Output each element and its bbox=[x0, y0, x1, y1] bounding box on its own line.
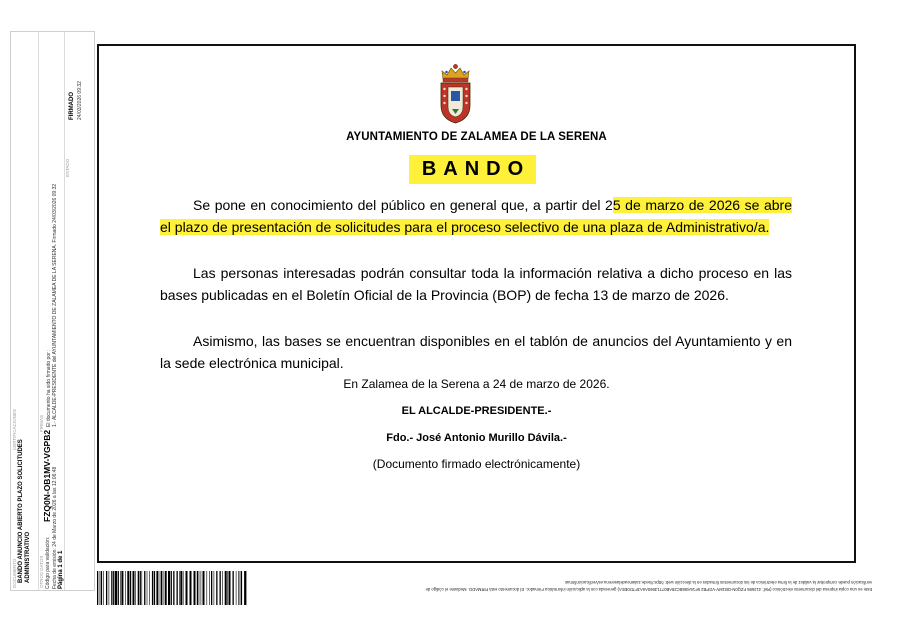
barcode-bar bbox=[209, 571, 210, 605]
barcode-bar bbox=[168, 571, 170, 605]
barcode-bar bbox=[118, 571, 119, 605]
document-title-line1: BANDO ANUNCIO ABIERTO PLAZO SOLICITUDES bbox=[18, 439, 24, 583]
metadata-strip bbox=[10, 31, 95, 591]
barcode-bar bbox=[97, 571, 98, 605]
barcode-bar bbox=[211, 571, 212, 605]
barcode-bar bbox=[142, 571, 143, 605]
barcode-bar bbox=[241, 571, 242, 605]
barcode-bar bbox=[152, 571, 153, 605]
metadata-column-document bbox=[11, 32, 39, 590]
barcode-bar bbox=[201, 571, 202, 605]
barcode-bar bbox=[207, 571, 208, 605]
label-estado: ESTADO bbox=[65, 158, 70, 177]
barcode-bar bbox=[113, 571, 114, 605]
label-firmas: FIRMAS bbox=[39, 414, 44, 432]
barcode-bar bbox=[229, 571, 231, 605]
barcode-bar bbox=[197, 571, 198, 605]
signer-info: 1.- ALCALDE-PRESIDENTE del AYUNTAMIENTO DE ZALAMEA DE LA SERENA. Firmado 24/03/2026 09:32 bbox=[52, 183, 58, 427]
town-hall-name: AYUNTAMIENTO DE ZALAMEA DE LA SERENA bbox=[346, 131, 607, 143]
barcode-bar bbox=[177, 571, 178, 605]
barcode-bar bbox=[163, 571, 164, 605]
barcode-bar bbox=[109, 571, 110, 605]
barcode-bar bbox=[138, 571, 139, 605]
label-otros-datos: OTROS DATOS bbox=[39, 555, 44, 588]
paragraph-availability: Asimismo, las bases se encuentran disponibles en el tablón de anuncios del Ayuntamiento y en la sede electrónica municipal. bbox=[160, 333, 792, 371]
date-line: En Zalamea de la Serena a 24 de marzo de 2026. bbox=[343, 377, 610, 391]
barcode-bar bbox=[173, 571, 174, 605]
barcode-bar bbox=[140, 571, 141, 605]
document-title: BANDO bbox=[409, 155, 536, 184]
barcode-bar bbox=[190, 571, 192, 605]
barcode-bar bbox=[222, 571, 223, 605]
barcode-bar bbox=[147, 571, 148, 605]
barcode-bar bbox=[154, 571, 155, 605]
barcode-bar bbox=[236, 571, 237, 605]
barcode-bar bbox=[133, 571, 135, 605]
barcode-bar bbox=[103, 571, 104, 605]
barcode-bar bbox=[179, 571, 180, 605]
paragraph-announcement bbox=[160, 194, 792, 238]
barcode-bar bbox=[156, 571, 158, 605]
paragraph-bases: Las personas interesadas podrán consultar toda la información relativa a dicho proceso en las bases publicadas en el Boletín Oficial de la Provincia (BOP) de fecha 13 de marzo de 2026. bbox=[160, 265, 792, 303]
barcode-bar bbox=[203, 571, 205, 605]
barcode-bar bbox=[240, 571, 241, 605]
label-certificaciones: CERTIFICACIONES bbox=[12, 409, 17, 450]
signer-name: Fdo.- José Antonio Murillo Dávila.- bbox=[386, 432, 567, 444]
validation-code[interactable]: FZQ0N-OB1MV-VGPB2 bbox=[42, 429, 52, 522]
barcode-bar bbox=[106, 571, 107, 605]
announcement-highlight: 5 de marzo de 2026 se abre el plazo de presentación de solicitudes para el proceso selectivo de una plaza de Administrativo/a. bbox=[160, 197, 792, 235]
barcode-bar bbox=[144, 571, 145, 605]
electronic-signature-note: (Documento firmado electrónicamente) bbox=[372, 457, 581, 471]
barcode-bar bbox=[111, 571, 112, 605]
status-value: FIRMADO bbox=[69, 92, 75, 120]
barcode-bar bbox=[120, 571, 121, 605]
barcode-bar bbox=[199, 571, 200, 605]
barcode-bar bbox=[216, 571, 217, 605]
label-documento: DOCUMENTO bbox=[12, 558, 17, 588]
barcode-bar bbox=[115, 571, 117, 605]
barcode-bar bbox=[233, 571, 234, 605]
barcode-bar bbox=[130, 571, 131, 605]
barcode-bar bbox=[125, 571, 126, 605]
page-count: Página 1 de 1 bbox=[58, 550, 64, 589]
signer-role: EL ALCALDE-PRESIDENTE.- bbox=[401, 405, 552, 417]
barcode-bar bbox=[121, 571, 123, 605]
signed-by-label: El documento ha sido firmado por : bbox=[46, 349, 52, 427]
barcode-bar bbox=[171, 571, 172, 605]
barcode-bar bbox=[225, 571, 227, 605]
barcode-icon bbox=[97, 571, 247, 605]
barcode-bar bbox=[227, 571, 228, 605]
document-title-line2: ADMINISTRATIVO bbox=[25, 531, 31, 583]
barcode-bar bbox=[194, 571, 196, 605]
verification-text-line1: Este es una copia impresa del documento electrónico (Ref: 412686 FZQ0N-OB1MV-VGPB2 5F16AB6BC28AB07713960A6A3F7D0EEA) generada con la aplicación informática Firmadoc. El documento está FIRMADO. Mediante el código de bbox=[425, 587, 872, 592]
barcode-bar bbox=[161, 571, 162, 605]
barcode-bar bbox=[238, 571, 239, 605]
validation-code-prefix: Código para validación: bbox=[45, 536, 51, 589]
barcode-bar bbox=[101, 571, 102, 605]
announcement-text: Se pone en conocimiento del público en general que, a partir del 2 bbox=[193, 197, 613, 213]
status-date: 24/03/2026 09:32 bbox=[77, 81, 83, 120]
barcode-bar bbox=[214, 571, 215, 605]
barcode-bar bbox=[165, 571, 167, 605]
barcode-bar bbox=[244, 571, 246, 605]
barcode-bar bbox=[183, 571, 184, 605]
barcode-bar bbox=[149, 571, 150, 605]
coat-of-arms-icon bbox=[437, 63, 474, 125]
barcode-bar bbox=[160, 571, 161, 605]
barcode-bar bbox=[127, 571, 129, 605]
barcode-bar bbox=[220, 571, 221, 605]
verification-text-line2: verificación puede comprobar la validez de la firma electrónica de los documentos firmados en la dirección web: https://sede.zalameadelaserena.es/verificacionfirmas bbox=[564, 580, 872, 585]
barcode-bar bbox=[100, 571, 101, 605]
emission-date: Fecha de emisión: 24 de Marzo de 2026 a las 12:06:48 bbox=[52, 466, 58, 589]
barcode-bar bbox=[186, 571, 188, 605]
barcode-bar bbox=[135, 571, 136, 605]
barcode-bar bbox=[180, 571, 182, 605]
